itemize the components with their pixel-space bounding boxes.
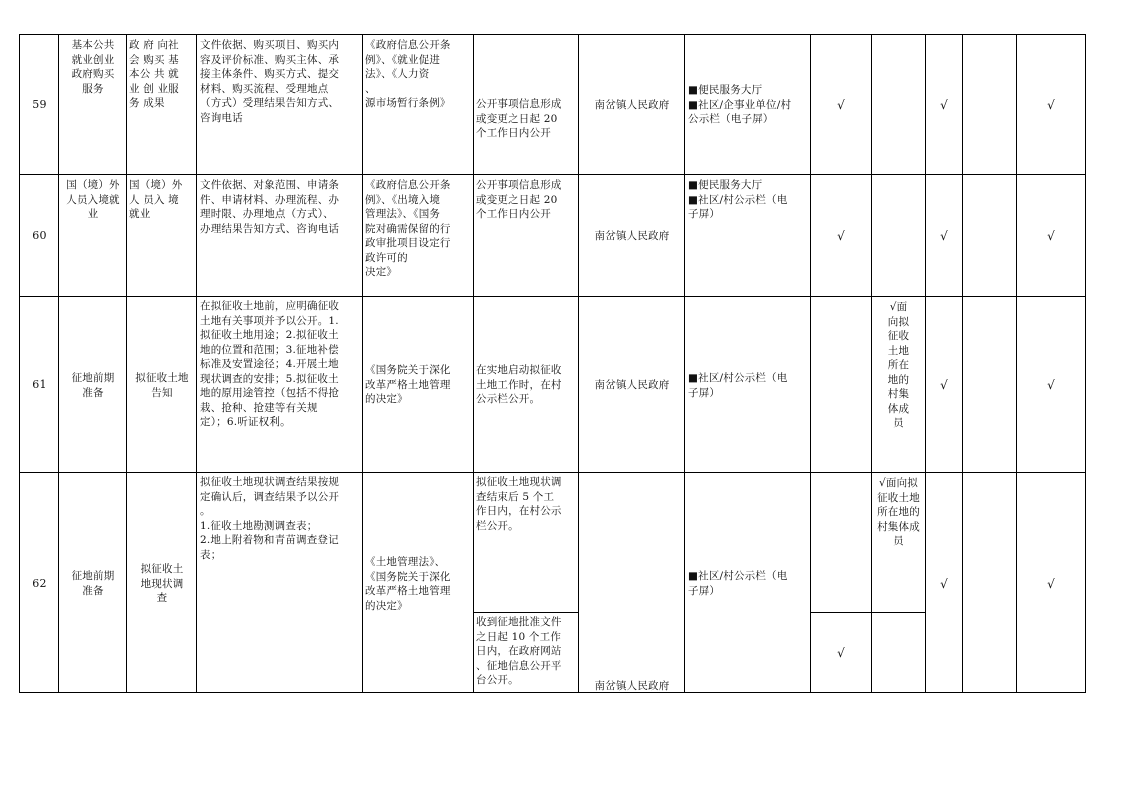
basis-cell: [365, 178, 473, 280]
cell-line: 人 员入 境: [129, 193, 179, 206]
cell-line: 土地: [887, 344, 910, 357]
cell-line: 《国务院关于深化: [365, 570, 451, 583]
row-number: 60: [32, 229, 47, 242]
col-divider: [810, 34, 811, 693]
cell-line: 会 购买 基: [129, 53, 179, 66]
agency-cell: 南岔镇人民政府: [594, 99, 670, 111]
cell-line: 土地有关事项并予以公开。1.: [200, 314, 339, 327]
cell-line: 业: [87, 208, 99, 220]
item-cell: [129, 562, 195, 606]
cell-line: 准备: [82, 584, 104, 597]
cell-line: ■社区/村公示栏（电: [688, 193, 788, 206]
check-mark: √: [837, 229, 845, 243]
cell-line: 公示栏公开。: [476, 393, 541, 405]
cell-line: 征收: [887, 330, 910, 342]
cell-line: 定）；6.听证权利。: [200, 416, 291, 428]
cell-line: 政府购买: [71, 68, 115, 80]
category-cell: [60, 371, 126, 400]
audience-cell: [872, 300, 925, 431]
channel-cell: [688, 178, 810, 222]
content-cell: [200, 178, 362, 236]
cell-line: 查: [156, 592, 168, 604]
timeline-cell: [476, 363, 578, 407]
cell-line: 例》、《就业促进: [365, 53, 441, 66]
cell-line: 本公 共 就: [129, 68, 179, 80]
cell-line: 源市场暂行条例》: [365, 97, 451, 109]
item-cell: [129, 371, 195, 400]
content-cell: [200, 299, 362, 430]
check-mark: √: [1047, 577, 1055, 591]
cell-line: 政审批项目设定行: [365, 237, 451, 249]
audience-cell: [872, 476, 925, 549]
cell-line: 拟征收土地现状调查结果按规: [200, 476, 340, 488]
col-divider: [1016, 34, 1017, 693]
cell-line: 员: [893, 417, 904, 429]
cell-line: 的决定》: [365, 599, 408, 612]
cell-line: 所在: [887, 359, 910, 371]
basis-cell: [365, 363, 473, 407]
check-mark: √: [940, 98, 948, 112]
agency-cell: 南岔镇人民政府: [594, 379, 670, 391]
timeline-cell: [476, 475, 578, 533]
cell-line: 务 成果: [129, 97, 165, 109]
cell-line: 个工作日内公开: [476, 127, 551, 139]
cell-line: 公示栏（电子屏）: [688, 113, 774, 125]
col-divider: [196, 34, 197, 693]
cell-line: 拟征收土地现状调: [476, 476, 562, 488]
cell-line: 2.地上附着物和青苗调查登记: [200, 534, 339, 546]
col-divider: [925, 34, 926, 693]
cell-line: 就业: [129, 208, 151, 220]
item-cell: [129, 178, 195, 222]
cell-line: 村集: [887, 388, 910, 400]
basis-cell: [365, 555, 473, 613]
cell-line: 准备: [82, 386, 104, 399]
cell-line: 栏公开。: [476, 519, 519, 532]
cell-line: 办理结果告知方式、咨询电话: [200, 222, 340, 235]
check-mark: √: [940, 378, 948, 392]
timeline-cell: [476, 615, 578, 688]
channel-cell: [688, 569, 810, 598]
cell-line: 土地工作时，在村: [476, 378, 562, 391]
cell-line: 或变更之日起 20: [476, 112, 558, 125]
timeline-cell: [476, 178, 578, 222]
check-mark: √: [837, 98, 845, 112]
basis-cell: [365, 38, 473, 111]
cell-line: 征地前期: [71, 570, 115, 582]
check-mark: √: [1047, 229, 1055, 243]
check-mark: √: [940, 229, 948, 243]
cell-line: √面向拟: [879, 477, 918, 489]
cell-line: 拟征收土地: [135, 372, 189, 384]
agency-cell: 南岔镇人民政府: [594, 680, 670, 692]
cell-line: 《国务院关于深化: [365, 364, 451, 376]
cell-line: 日内，在政府网站: [476, 645, 562, 657]
cell-line: 或变更之日起 20: [476, 193, 558, 206]
cell-line: 基本公共: [71, 39, 115, 51]
cell-line: 件、申请材料、办理流程、办: [200, 193, 340, 206]
cell-line: ■便民服务大厅: [688, 179, 763, 191]
cell-line: ■社区/企事业单位/村: [688, 98, 792, 111]
cell-line: 子屏）: [688, 386, 721, 399]
col-divider: [578, 34, 579, 693]
cell-line: 拟征收土地用途；2.拟征收土: [200, 329, 339, 341]
row-number: 59: [32, 98, 47, 111]
content-cell: [200, 38, 362, 125]
cell-line: 法》、《人力资: [365, 68, 430, 80]
cell-line: 告知: [151, 386, 173, 399]
cell-line: 服务: [82, 82, 104, 95]
col-divider: [126, 34, 127, 693]
cell-divider: [810, 612, 925, 613]
col-divider: [473, 34, 474, 693]
table-border-right: [1085, 34, 1086, 693]
cell-line: 业 创 业服: [129, 82, 179, 95]
cell-line: 查结束后 5 个工: [476, 490, 555, 503]
channel-cell: [688, 83, 810, 127]
cell-line: 标准及安置途径；4.开展土地: [200, 358, 339, 370]
cell-line: 表；: [200, 548, 222, 561]
cell-line: 地的原用途管控（包括不得抢: [200, 387, 340, 399]
cell-line: √面: [889, 301, 908, 313]
cell-line: 《土地管理法》、: [365, 556, 446, 568]
cell-line: 改革严格土地管理: [365, 585, 451, 597]
cell-line: 文件依据、对象范围、申请条: [200, 179, 340, 191]
cell-line: 政许可的: [365, 251, 408, 264]
cell-line: 在拟征收土地前，应明确征收: [200, 300, 340, 312]
cell-line: 个工作日内公开: [476, 208, 551, 220]
cell-line: 收到征地批准文件: [476, 616, 562, 628]
cell-line: 国（境）外: [129, 179, 183, 191]
check-mark: √: [940, 577, 948, 591]
cell-line: 征地前期: [71, 372, 115, 384]
cell-line: 拟征收土: [140, 563, 184, 575]
cell-line: 子屏）: [688, 208, 721, 220]
cell-line: 征收土地: [877, 491, 920, 504]
cell-line: 在实地启动拟征收: [476, 364, 562, 376]
cell-line: ■社区/村公示栏（电: [688, 372, 788, 384]
col-divider: [362, 34, 363, 693]
col-divider: [962, 34, 963, 693]
cell-line: 政 府 向社: [129, 39, 179, 51]
cell-line: 就业创业: [71, 53, 115, 66]
content-cell: [200, 475, 362, 562]
cell-line: 、征地信息公开平: [476, 659, 562, 672]
cell-line: 人员入境就: [66, 193, 120, 206]
category-cell: [60, 569, 126, 598]
cell-line: 改革严格土地管理: [365, 378, 451, 391]
cell-line: 管理法》、《国务: [365, 208, 441, 220]
cell-line: 容及评价标准、购买主体、承: [200, 53, 340, 66]
cell-line: 理时限、办理地点（方式）、: [200, 208, 334, 220]
check-mark: √: [837, 646, 845, 660]
check-mark: √: [1047, 98, 1055, 112]
timeline-cell: [476, 97, 578, 141]
cell-line: 国（境）外: [66, 179, 120, 191]
cell-line: 、: [365, 82, 376, 95]
cell-line: 公开事项信息形成: [476, 179, 562, 191]
table-border-left: [19, 34, 20, 693]
cell-line: 地的位置和范围；3.征地补偿: [200, 343, 339, 356]
cell-line: 村集体成: [877, 520, 920, 533]
cell-line: 1.征收土地勘测调查表；: [200, 519, 318, 532]
cell-line: （方式）受理结果告知方式、: [200, 97, 340, 109]
cell-line: 接主体条件、购买方式、提交: [200, 68, 340, 80]
check-mark: √: [1047, 378, 1055, 392]
cell-line: 地现状调: [140, 577, 184, 590]
cell-line: ■社区/村公示栏（电: [688, 570, 788, 582]
cell-line: 所在地的: [877, 506, 920, 518]
category-cell: [60, 38, 126, 96]
cell-line: 的决定》: [365, 393, 408, 405]
cell-line: ■便民服务大厅: [688, 84, 763, 96]
col-divider: [684, 34, 685, 693]
cell-line: 现状调查的安排；5.拟征收土: [200, 372, 339, 385]
row-number: 62: [32, 577, 47, 590]
cell-line: 子屏）: [688, 584, 721, 597]
cell-line: 咨询电话: [200, 111, 243, 124]
cell-line: 材料、购买流程、受理地点: [200, 82, 329, 95]
cell-line: 决定》: [365, 266, 398, 278]
channel-cell: [688, 371, 810, 400]
cell-line: 之日起 10 个工作: [476, 630, 562, 643]
cell-line: 定确认后，调查结果予以公开: [200, 490, 340, 503]
cell-line: 员: [893, 535, 904, 547]
cell-line: 公开事项信息形成: [476, 98, 562, 110]
cell-line: 《政府信息公开条: [365, 39, 451, 51]
cell-line: 院对确需保留的行: [365, 222, 451, 235]
agency-cell: 南岔镇人民政府: [594, 230, 670, 242]
cell-line: 例》、《出境入境: [365, 193, 441, 206]
cell-line: 栽、抢种、抢建等有关规: [200, 401, 318, 414]
cell-line: 文件依据、购买项目、购买内: [200, 39, 340, 51]
cell-line: 向拟: [887, 315, 910, 328]
cell-divider: [473, 612, 578, 613]
category-cell: [60, 178, 126, 222]
cell-line: 。: [200, 505, 211, 517]
cell-line: 地的: [887, 373, 910, 386]
item-cell: [129, 38, 195, 111]
col-divider: [58, 34, 59, 693]
cell-line: 《政府信息公开条: [365, 179, 451, 191]
cell-line: 台公开。: [476, 674, 519, 686]
cell-line: 作日内，在村公示: [476, 505, 562, 517]
row-number: 61: [32, 378, 47, 391]
cell-line: 体成: [887, 402, 910, 415]
